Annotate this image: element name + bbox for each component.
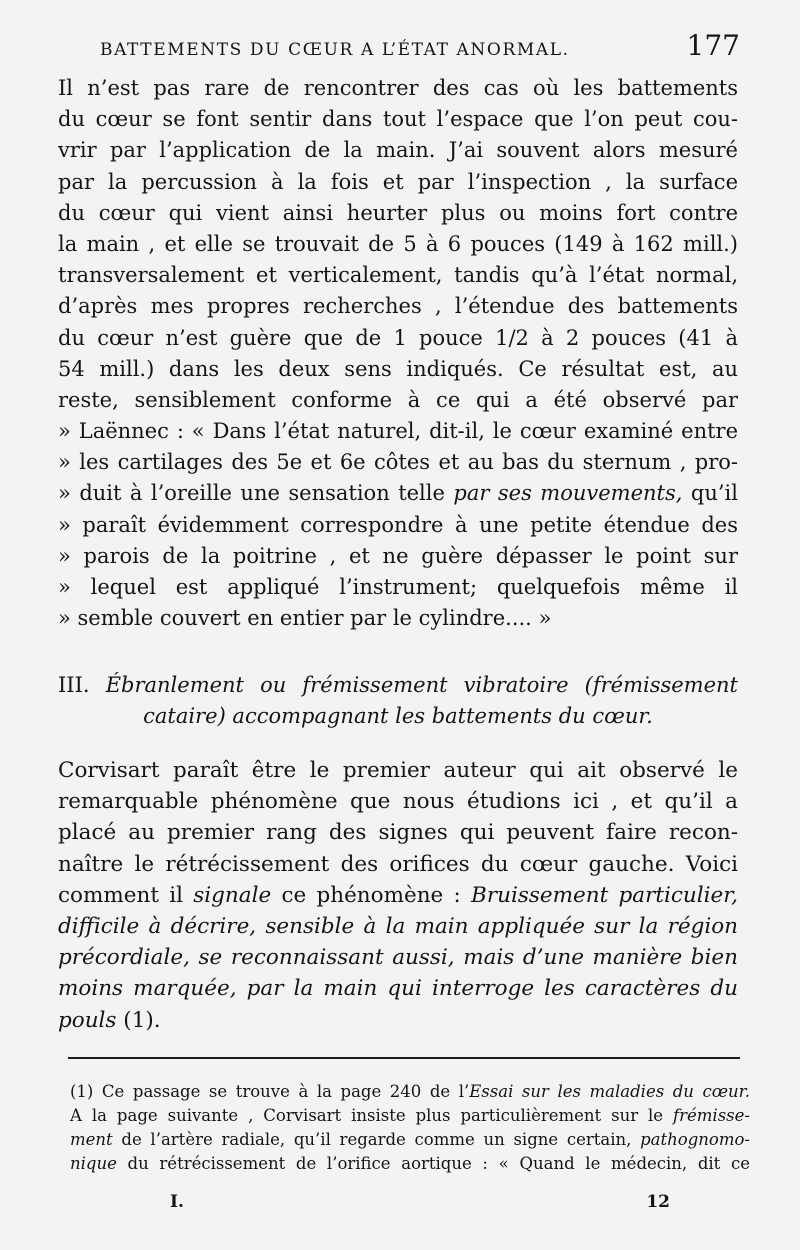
italic-run: frémisse-: [673, 1106, 750, 1125]
text-line: difficile à décrire, sensible à la main appliquée sur la région: [58, 913, 738, 939]
text-line: » Laënnec : « Dans l’état naturel, dit-il, le cœur examiné entre: [58, 419, 738, 444]
text-line: la main , et elle se trouvait de 5 à 6 pouces (149 à 162 mill.): [58, 231, 738, 256]
footnote-line: [70, 1080, 750, 1104]
text-line: [58, 880, 738, 911]
text-run: de l’artère radiale, qu’il regarde comme un signe certain,: [112, 1130, 641, 1149]
paragraph-laennec: [58, 73, 738, 634]
italic-run: par ses mouvements,: [453, 481, 683, 506]
signature-mark-left: I.: [170, 1192, 184, 1212]
text-run: A la page suivante , Corvisart insiste plus particulièrement sur le: [70, 1106, 674, 1125]
text-line: placé au premier rang des signes qui peuvent faire recon-: [58, 820, 738, 846]
text-run: comment il: [58, 882, 194, 908]
text-line: [58, 1005, 738, 1036]
heading-title: Ébranlement ou frémissement vibratoire (frémissement: [105, 673, 738, 697]
text-line: [58, 478, 738, 509]
text-line: précordiale, se reconnaissant aussi, mais d’une manière bien: [58, 945, 738, 971]
text-line: Corvisart paraît être le premier auteur qui ait observé le: [58, 758, 738, 783]
footnote-line: [70, 1104, 750, 1128]
running-title: BATTEMENTS DU CŒUR A L’ÉTAT ANORMAL.: [100, 40, 570, 60]
italic-run: pouls: [58, 1007, 117, 1033]
italic-run: nique: [70, 1154, 117, 1173]
text-run: ce phénomène :: [271, 882, 472, 908]
heading-line: [58, 701, 738, 732]
text-line: transversalement et verticalement, tandis qu’à l’état normal,: [58, 263, 738, 288]
text-line: d’après mes propres recherches , l’étendue des battements: [58, 294, 738, 319]
text-line: 54 mill.) dans les deux sens indiqués. Ce résultat est, au: [58, 356, 738, 381]
text-line: remarquable phénomène que nous étudions ici , et qu’il a: [58, 789, 738, 815]
footnote: [70, 1080, 750, 1176]
text-line: du cœur n’est guère que de 1 pouce 1/2 à 2 pouces (41 à: [58, 325, 738, 350]
italic-run: signale: [193, 882, 272, 908]
text-run: » duit à l’oreille une sensation telle: [58, 481, 454, 506]
text-line: » les cartilages des 5e et 6e côtes et au bas du sternum , pro-: [58, 450, 738, 475]
text-run: (1) Ce passage se trouve à la page 240 de l’: [70, 1082, 470, 1101]
text-line: naître le rétrécissement des orifices du cœur gauche. Voici: [58, 851, 738, 877]
italic-run: Bruissement particulier,: [471, 882, 738, 908]
text-run: (1).: [116, 1007, 161, 1033]
text-line: moins marquée, par la main qui interroge les caractères du: [58, 976, 738, 1002]
section-heading: [58, 670, 738, 732]
text-line: » paraît évidemment correspondre à une petite étendue des: [58, 512, 738, 537]
italic-run: Essai sur les maladies du cœur.: [469, 1082, 750, 1101]
text-line: reste, sensiblement conforme à ce qui a été observé par: [58, 387, 738, 412]
italic-run: pathognomo-: [640, 1130, 750, 1149]
footnote-rule: [68, 1057, 740, 1059]
text-run: du rétrécissement de l’orifice aortique : « Quand le médecin, dit ce: [116, 1154, 750, 1173]
text-line: du cœur se font sentir dans tout l’espace que l’on peut cou-: [58, 107, 738, 132]
italic-run: ment: [70, 1130, 113, 1149]
page-number: 177: [686, 29, 740, 62]
section-numeral: III.: [58, 673, 90, 697]
text-line: par la percussion à la fois et par l’inspection , la surface: [58, 169, 738, 194]
text-line: Il n’est pas rare de rencontrer des cas où les battements: [58, 76, 738, 100]
footnote-line: [70, 1128, 750, 1152]
heading-title-continued: cataire) accompagnant les battements du cœur.: [143, 704, 653, 729]
text-run: qu’il: [682, 481, 738, 506]
paragraph-corvisart: [58, 755, 738, 1036]
text-line: du cœur qui vient ainsi heurter plus ou moins fort contre: [58, 200, 738, 225]
text-line: » semble couvert en entier par le cylindre.... »: [58, 606, 552, 631]
text-line: » parois de la poitrine , et ne guère dépasser le point sur: [58, 543, 738, 568]
footnote-line: [70, 1152, 750, 1176]
signature-mark-right: 12: [646, 1192, 670, 1212]
text-line: » lequel est appliqué l’instrument; quelquefois même il: [58, 575, 738, 599]
text-line: vrir par l’application de la main. J’ai souvent alors mesuré: [58, 138, 738, 163]
heading-line: [58, 670, 738, 701]
